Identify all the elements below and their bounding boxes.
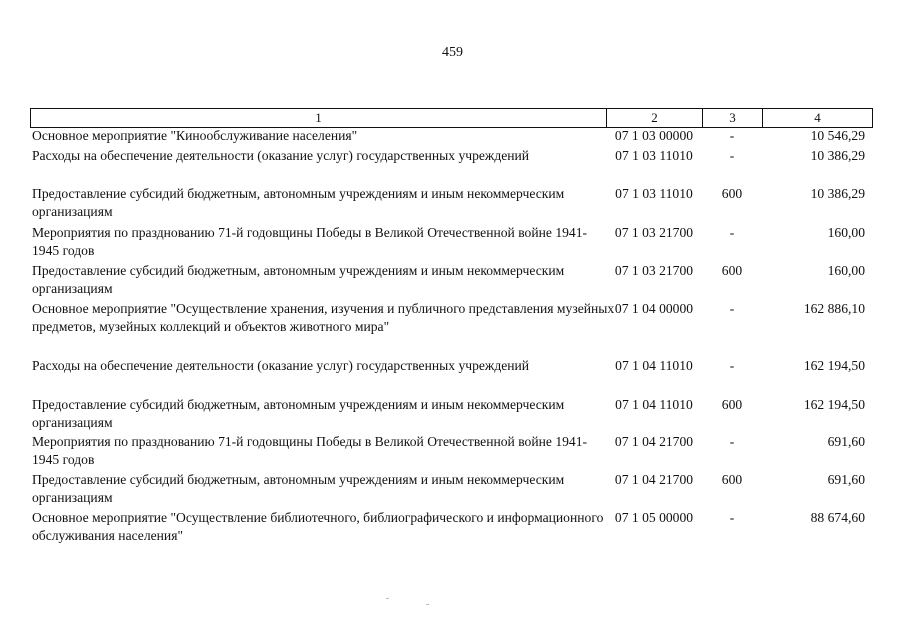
row-code: 07 1 04 11010	[615, 397, 693, 412]
row-amount: 691,60	[827, 434, 865, 449]
row-amount: 10 386,29	[810, 148, 865, 163]
row-amount: 162 194,50	[803, 397, 865, 412]
row-amount: 691,60	[827, 472, 865, 487]
row-code: 07 1 04 00000	[614, 301, 694, 316]
row-expense-type: 600	[721, 397, 743, 412]
row-expense-type: -	[729, 301, 735, 316]
column-header-2: 2	[607, 109, 703, 128]
column-header-3: 3	[703, 109, 763, 128]
row-code: 07 1 03 11010	[615, 186, 693, 201]
row-expense-type: 600	[721, 263, 743, 278]
row-amount: 162 886,10	[803, 301, 865, 316]
row-expense-type: -	[729, 358, 735, 373]
column-header-row	[30, 108, 873, 128]
row-code: 07 1 04 11010	[615, 358, 693, 373]
row-code: 07 1 03 00000	[614, 128, 694, 143]
row-expense-type: 600	[721, 472, 743, 487]
row-description: Предоставление субсидий бюджетным, автономным учреждениям и иным некоммерческим организациям	[32, 263, 565, 296]
row-code: 07 1 04 21700	[614, 472, 694, 487]
row-description: Расходы на обеспечение деятельности (оказание услуг) государственных учреждений	[32, 148, 530, 163]
row-description: Предоставление субсидий бюджетным, автономным учреждениям и иным некоммерческим организациям	[32, 186, 565, 219]
row-expense-type: -	[729, 148, 735, 163]
column-header-4: 4	[763, 109, 873, 128]
row-description: Основное мероприятие "Кинообслуживание населения"	[32, 128, 358, 143]
row-expense-type: 600	[721, 186, 743, 201]
row-amount: 160,00	[827, 225, 865, 240]
row-description: Расходы на обеспечение деятельности (оказание услуг) государственных учреждений	[32, 358, 530, 373]
row-code: 07 1 03 21700	[614, 263, 694, 278]
scan-speck	[386, 598, 389, 599]
row-code: 07 1 05 00000	[614, 510, 694, 525]
row-description: Мероприятия по празднованию 71-й годовщины Победы в Великой Отечественной войне 1941-1945 годов	[32, 225, 588, 258]
row-amount: 160,00	[827, 263, 865, 278]
column-header-1: 1	[31, 109, 607, 128]
row-description: Основное мероприятие "Осуществление хранения, изучения и публичного представления музейных предметов, музейных коллекций и объектов животного мира"	[32, 301, 615, 334]
scan-speck	[426, 604, 429, 605]
row-amount: 88 674,60	[810, 510, 865, 525]
row-description: Основное мероприятие "Осуществление библиотечного, библиографического и информационного обслуживания населения"	[32, 510, 604, 543]
row-expense-type: -	[729, 225, 735, 240]
row-expense-type: -	[729, 510, 735, 525]
row-amount: 162 194,50	[803, 358, 865, 373]
row-description: Предоставление субсидий бюджетным, автономным учреждениям и иным некоммерческим организациям	[32, 397, 565, 430]
row-expense-type: -	[729, 434, 735, 449]
row-amount: 10 546,29	[810, 128, 865, 143]
row-expense-type: -	[729, 128, 735, 143]
row-description: Предоставление субсидий бюджетным, автономным учреждениям и иным некоммерческим организациям	[32, 472, 565, 505]
page-number: 459	[442, 45, 463, 60]
row-code: 07 1 03 21700	[614, 225, 694, 240]
row-description: Мероприятия по празднованию 71-й годовщины Победы в Великой Отечественной войне 1941-1945 годов	[32, 434, 588, 467]
row-code: 07 1 03 11010	[615, 148, 693, 163]
row-amount: 10 386,29	[810, 186, 865, 201]
row-code: 07 1 04 21700	[614, 434, 694, 449]
